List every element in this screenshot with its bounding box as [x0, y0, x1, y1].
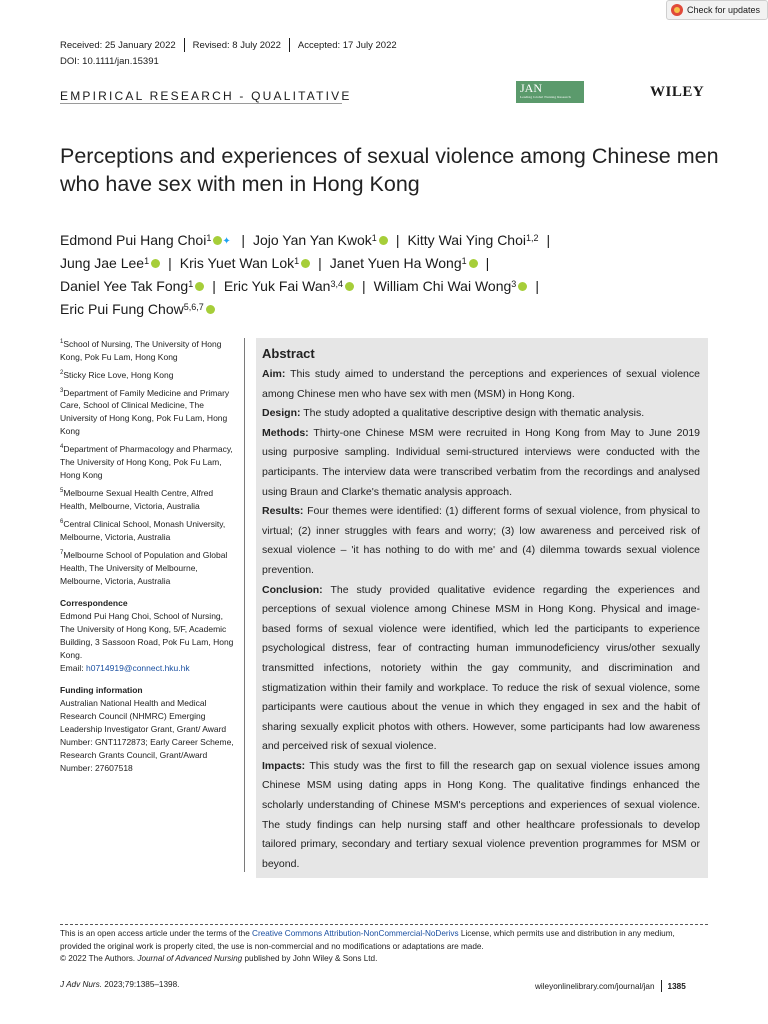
crossmark-icon: [671, 4, 683, 16]
funding-text: Australian National Health and Medical Research Council (NHMRC) Emerging Leadership Investigator Grant, Grant/ Award Number: GNT1172873; Early Career Scheme, Research Grants Council, Grant/Award Number: 27607518: [60, 697, 234, 773]
abstract-heading: Abstract: [262, 346, 315, 361]
affiliation: $^2$Sticky Rice Love, Hong Kong: [60, 369, 174, 380]
received-date: Received: 25 January 2022: [60, 39, 176, 51]
author[interactable]: Jojo Yan Yan Kwok$^1$: [253, 232, 388, 248]
abstract-aim: Aim: This study aimed to understand the perceptions and experiences of sexual violence among Chinese men who have sex with men (MSM) in Hong Kong.: [262, 368, 700, 400]
cc-license-link[interactable]: Creative Commons Attribution-NonCommercial-NoDerivs: [252, 929, 459, 938]
author[interactable]: Eric Pui Fung Chow$^{5,6,7}$: [60, 301, 215, 317]
affiliation: $^1$School of Nursing, The University of Hong Kong, Pok Fu Lam, Hong Kong: [60, 338, 222, 362]
twitter-icon[interactable]: ✦: [222, 235, 231, 247]
page-number: 1385: [667, 981, 686, 991]
abstract-results: Results: Four themes were identified: (1) different forms of sexual violence, from physical to virtual; (2) inner struggles with fears and worry; (3) low awareness and perceived risk of sexual violence – 'it has nothing to do with me' and (4) dilemma towards sexual violence prevention.: [262, 505, 701, 576]
section-rule: [60, 103, 342, 104]
author[interactable]: Daniel Yee Tak Fong$^1$: [60, 278, 204, 294]
article-title: Perceptions and experiences of sexual violence among Chinese men who have sex with men in Hong Kong: [60, 144, 719, 196]
author[interactable]: William Chi Wai Wong$^3$: [374, 278, 528, 294]
sidebar-divider: [244, 338, 245, 872]
check-for-updates-label: Check for updates: [687, 5, 761, 15]
author[interactable]: Eric Yuk Fai Wan$^{3,4}$: [224, 278, 354, 294]
orcid-icon[interactable]: [213, 236, 222, 245]
correspondence-text: Edmond Pui Hang Choi, School of Nursing, The University of Hong Kong, 5/F, Academic Building, 3 Sassoon Road, Pok Fu Lam, Hong Kong. Email: h0714919@connect.hku.hk: [60, 610, 234, 673]
jan-journal-logo: [516, 81, 584, 103]
abstract-conclusion: Conclusion: The study provided qualitative evidence regarding the experiences and perceptions of sexual violence among Chinese MSM in Hong Kong. Physical and image-based forms of sexual violence were identified, which led the participants to experience psychological distress, fear of contracting human immunodeficiency virus/other sexually transmitted infections, notoriety within the gay community, and discrimination and stigmatization within their family and workplace. To reduce the risk of sexual violence, some participants were cautious about the venue in which they engaged in sex and the habit of sharing sexually explicit photos with others. However, some participants had low awareness and perceived risk of sexual violence.: [262, 583, 700, 753]
check-for-updates-button[interactable]: [666, 0, 768, 20]
footer-right: [535, 980, 686, 992]
orcid-icon[interactable]: [206, 305, 215, 314]
author[interactable]: Janet Yuen Ha Wong$^1$: [330, 255, 478, 271]
jan-logo-tagline: Leading Global Nursing Research: [520, 95, 571, 99]
license-text: This is an open access article under the terms of the Creative Commons Attribution-NonCommercial-NoDerivs License, which permits use and distribution in any medium, provided the original work is properly cited, the use is non-commercial and no modifications or adaptations are made. © 2022 The Authors. Journal of Advanced Nursing published by John Wiley & Sons Ltd.: [60, 929, 675, 963]
affiliation: $^6$Central Clinical School, Monash University, Melbourne, Victoria, Australia: [60, 518, 226, 542]
author[interactable]: Kitty Wai Ying Choi$^{1,2}$: [407, 232, 539, 248]
sidebar: [60, 336, 235, 775]
affiliation: $^3$Department of Family Medicine and Primary Care, School of Clinical Medicine, The University of Hong Kong, Pok Fu Lam, Hong Kong: [60, 387, 230, 437]
revised-date: Revised: 8 July 2022: [192, 39, 281, 51]
jan-logo-text: JAN: [520, 81, 543, 95]
section-label: EMPIRICAL RESEARCH - QUALITATIVE: [60, 89, 352, 103]
footer-divider: [60, 924, 708, 925]
affiliation: $^5$Melbourne Sexual Health Centre, Alfred Health, Melbourne, Victoria, Australia: [60, 488, 214, 512]
orcid-icon[interactable]: [469, 259, 478, 268]
abstract: [262, 345, 700, 874]
orcid-icon[interactable]: [518, 282, 527, 291]
orcid-icon[interactable]: [379, 236, 388, 245]
author[interactable]: Kris Yuet Wan Lok$^1$: [180, 255, 310, 271]
orcid-icon[interactable]: [151, 259, 160, 268]
wiley-logo: WILEY: [650, 84, 705, 100]
abstract-design: Design: The study adopted a qualitative descriptive design with thematic analysis.: [262, 407, 645, 420]
author-list: Edmond Pui Hang Choi$^1$ ✦ | Jojo Yan Yan Kwok$^1$ | Kitty Wai Ying Choi$^{1,2}$ | Jung Jae Lee$^1$ | Kris Yuet Wan Lok$^1$ | Janet Yuen Ha Wong$^1$ | Daniel Yee Tak Fong$^1$ | Eric Yuk Fai Wan$^{3,4}$ | William Chi Wai Wong$^3$ | Eric Pui Fung Chow$^{5,6,7}$: [60, 232, 551, 317]
orcid-icon[interactable]: [195, 282, 204, 291]
correspondence-heading: Correspondence: [60, 597, 128, 608]
abstract-impacts: Impacts: This study was the first to fill the research gap on sexual violence issues among Chinese MSM using dating apps in Hong Kong. The qualitative findings enhanced the scholarly understanding of Chinese MSM's perceptions and experiences of sexual violence. The study findings can help nursing staff and other healthcare professionals to develop tailored primary, secondary and tertiary sexual violence prevention programmes for MSM or beyond.: [262, 759, 700, 870]
orcid-icon[interactable]: [345, 282, 354, 291]
orcid-icon[interactable]: [301, 259, 310, 268]
journal-citation: J Adv Nurs. 2023;79:1385–1398.: [60, 980, 180, 989]
accepted-date: Accepted: 17 July 2022: [297, 39, 397, 51]
article-dates: [60, 38, 397, 52]
author[interactable]: Jung Jae Lee$^1$: [60, 255, 160, 271]
journal-website-link[interactable]: wileyonlinelibrary.com/journal/jan: [535, 981, 655, 991]
doi: DOI: 10.1111/jan.15391: [60, 56, 159, 67]
abstract-methods: Methods: Thirty-one Chinese MSM were recruited in Hong Kong from May to June 2019 using purposive sampling. Individual semi-structured interviews were conducted with the participants. The interview data were transcribed verbatim from the recordings and analysed using Braun and Clarke's thematic analysis approach.: [262, 426, 700, 498]
email-link[interactable]: h0714919@connect.hku.hk: [86, 662, 190, 673]
affiliation: $^7$Melbourne School of Population and Global Health, The University of Melbourne, Melbourne, Victoria, Australia: [60, 549, 228, 586]
funding-heading: Funding information: [60, 684, 143, 695]
affiliation: $^4$Department of Pharmacology and Pharmacy, The University of Hong Kong, Pok Fu Lam, Hong Kong: [60, 444, 233, 481]
author[interactable]: Edmond Pui Hang Choi$^1$ ✦: [60, 232, 233, 248]
